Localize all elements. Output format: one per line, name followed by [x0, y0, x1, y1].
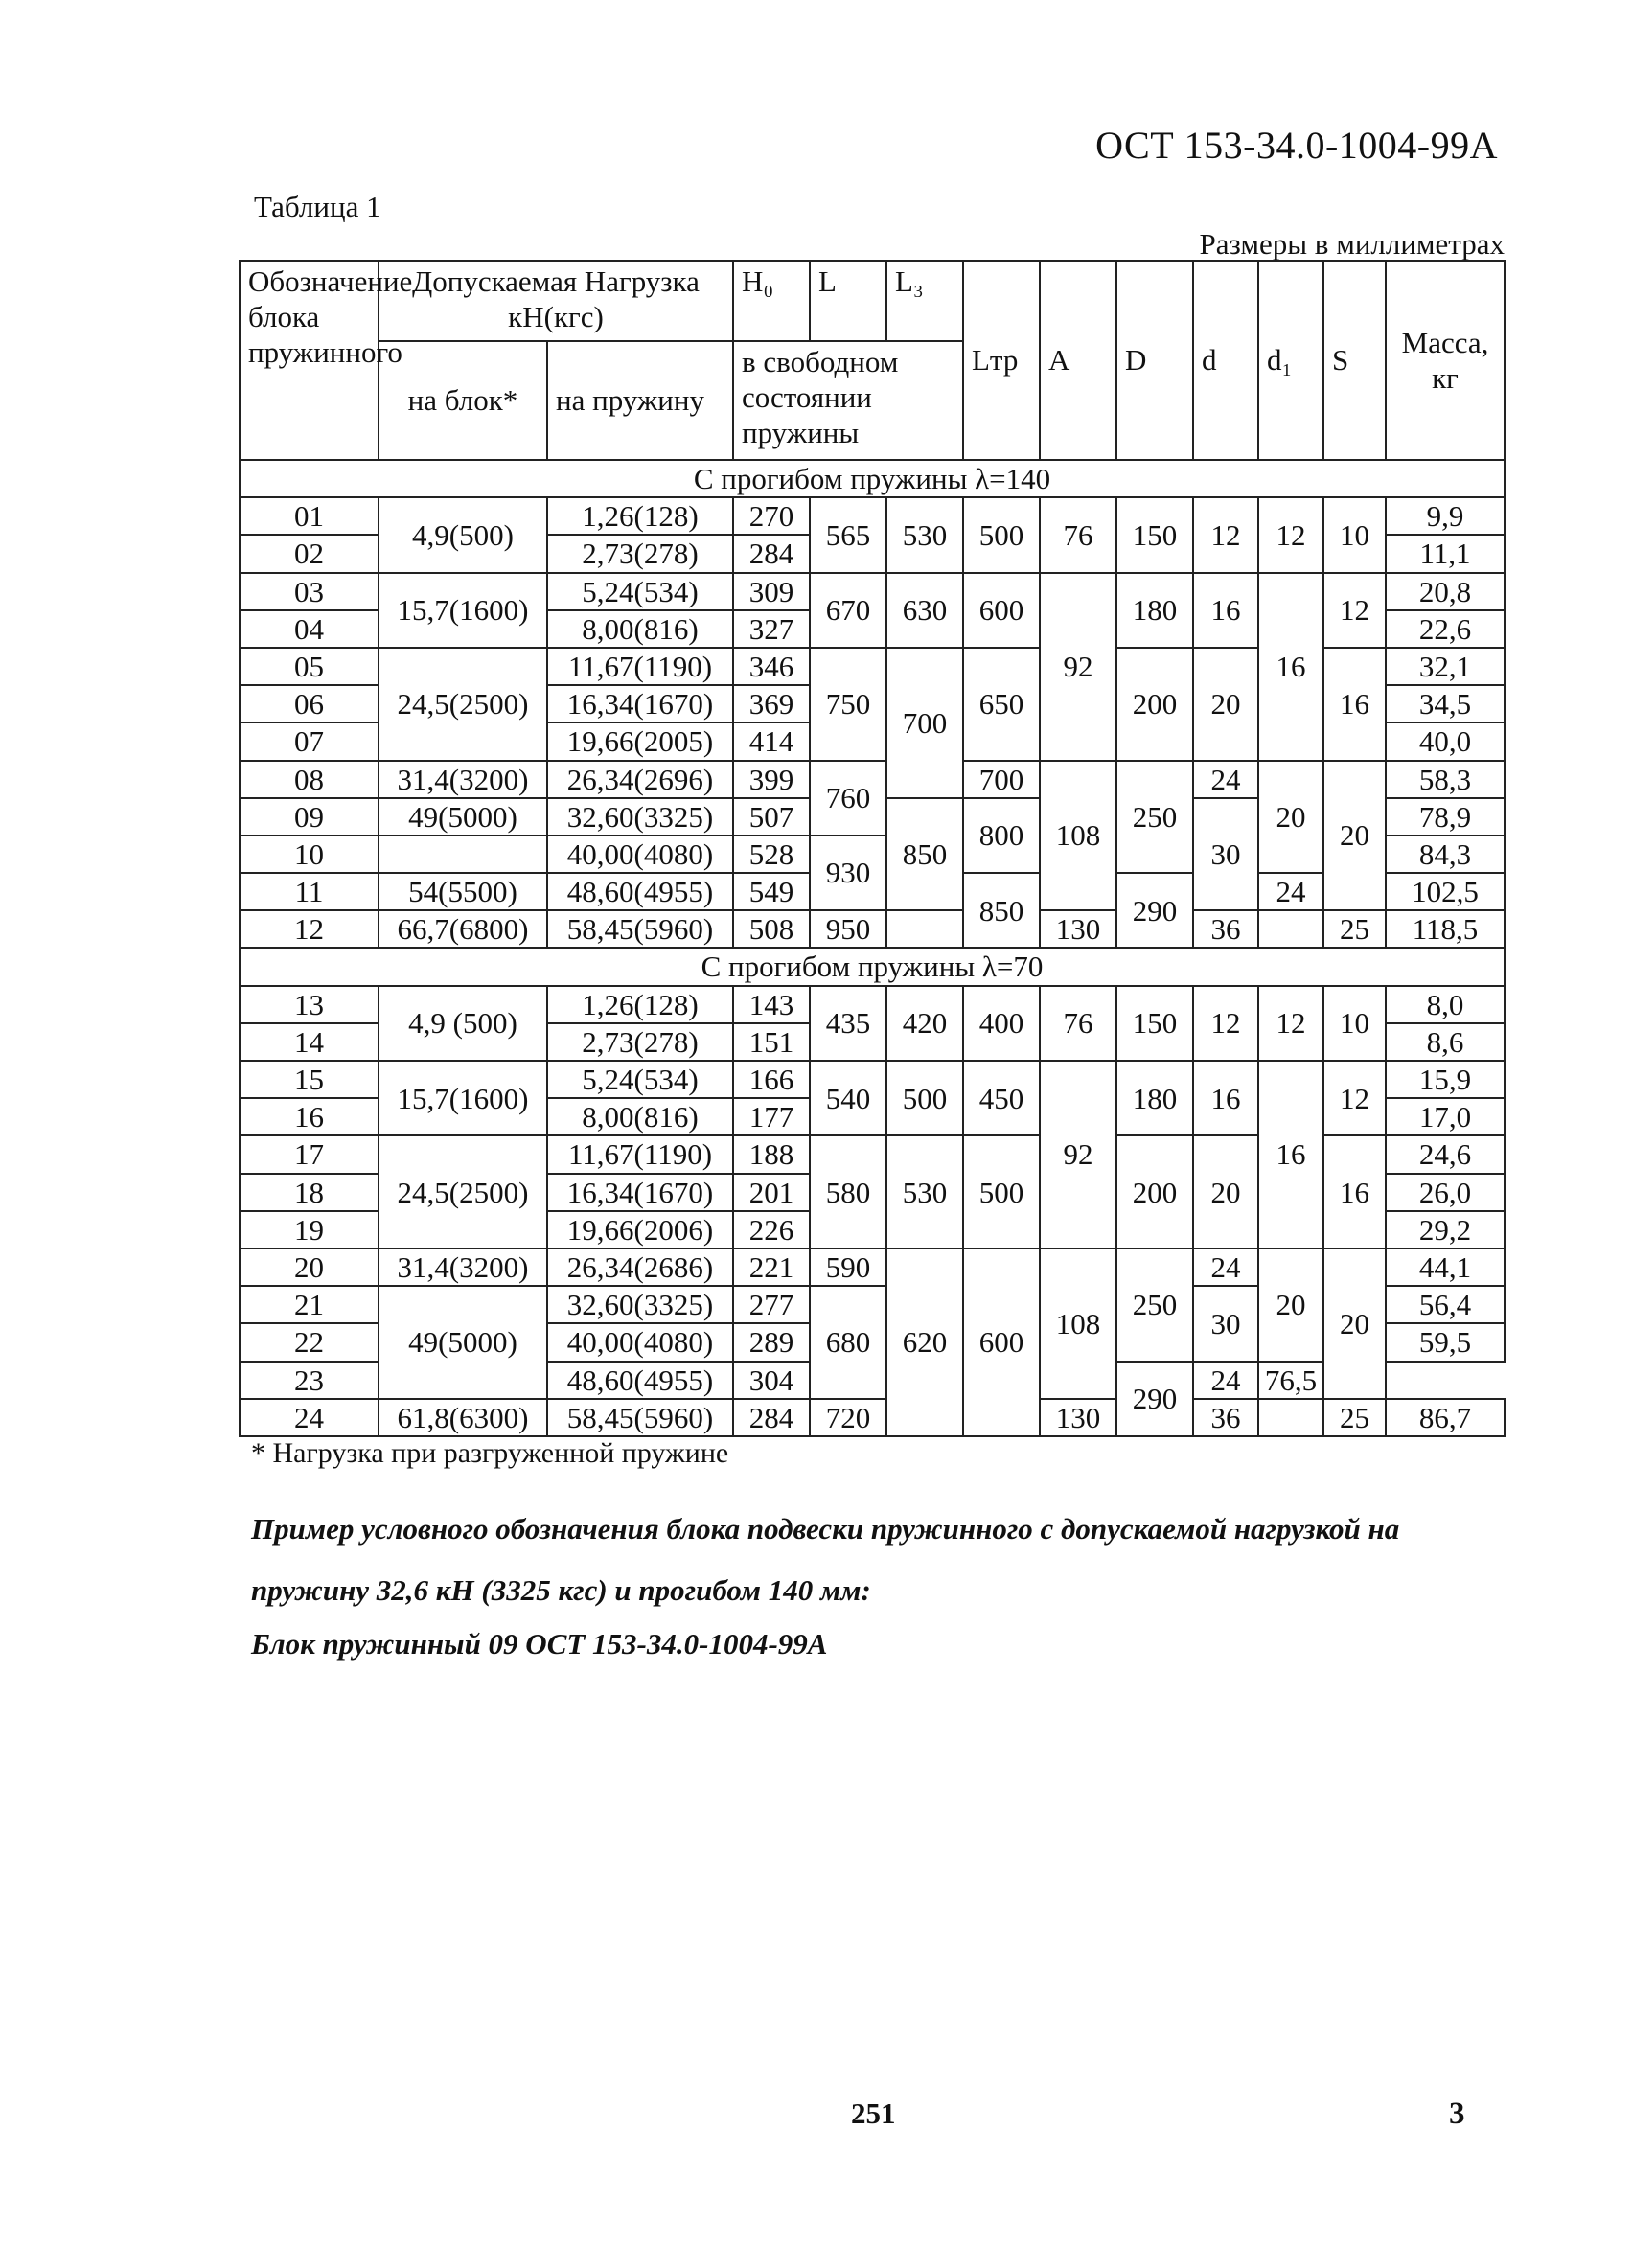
- cell-spring-load: 11,67(1190): [547, 648, 733, 685]
- cell-s: 25: [1323, 1399, 1386, 1436]
- cell-spring-load: 16,34(1670): [547, 1174, 733, 1211]
- header-load-group: Допускаемая Нагрузка кН(кгс): [379, 261, 733, 341]
- cell-h0: 346: [733, 648, 810, 685]
- cell-d-small: 36: [1193, 910, 1258, 948]
- header-a: A: [1040, 261, 1116, 460]
- cell-id: 04: [240, 610, 379, 648]
- cell-h0: 277: [733, 1286, 810, 1323]
- dimensions-table: [239, 260, 1506, 1437]
- cell-id: 03: [240, 573, 379, 610]
- cell-h0: 284: [733, 535, 810, 572]
- cell-s: 20: [1323, 1249, 1386, 1399]
- cell-id: 24: [240, 1399, 379, 1436]
- cell-d-small: 12: [1193, 986, 1258, 1061]
- cell-mass: 17,0: [1386, 1098, 1505, 1135]
- cell-h0: 270: [733, 497, 810, 535]
- cell-id: 19: [240, 1211, 379, 1249]
- cell-spring-load: 32,60(3325): [547, 798, 733, 836]
- cell-ltr: 500: [963, 497, 1040, 572]
- cell-spring-load: 58,45(5960): [547, 1399, 733, 1436]
- cell-l: 435: [810, 986, 886, 1061]
- cell-id: 09: [240, 798, 379, 836]
- cell-h0: 369: [733, 685, 810, 722]
- cell-l3: 530: [886, 497, 963, 572]
- cell-a: 92: [1040, 573, 1116, 761]
- cell-d-big: 150: [1116, 497, 1193, 572]
- cell-block-load: 15,7(1600): [379, 1061, 547, 1135]
- cell-s: 12: [1323, 1061, 1386, 1135]
- cell-d1: 20: [1258, 761, 1323, 874]
- cell-spring-load: 48,60(4955): [547, 1362, 733, 1399]
- example-line-2: пружину 32,6 кН (3325 кгс) и прогибом 140 мм:: [251, 1573, 871, 1607]
- cell-ltr: 600: [963, 573, 1040, 648]
- cell-id: 12: [240, 910, 379, 948]
- cell-ltr: 450: [963, 1061, 1040, 1135]
- header-mass: Масса, кг: [1386, 261, 1505, 460]
- cell-l: 590: [810, 1249, 886, 1286]
- cell-h0: 507: [733, 798, 810, 836]
- cell-spring-load: 8,00(816): [547, 1098, 733, 1135]
- cell-d-big: 200: [1116, 648, 1193, 761]
- header-free-state: в свободном состоянии пружины: [733, 341, 963, 460]
- header-l3: L₃: [886, 261, 963, 341]
- header-d-big: D: [1116, 261, 1193, 460]
- cell-h0: 177: [733, 1098, 810, 1135]
- cell-s: 25: [1323, 910, 1386, 948]
- cell-d-small: 20: [1193, 1135, 1258, 1249]
- cell-spring-load: 26,34(2696): [547, 761, 733, 798]
- cell-s: 20: [1323, 761, 1386, 911]
- cell-l: 720: [810, 1399, 886, 1436]
- cell-spring-load: 1,26(128): [547, 986, 733, 1023]
- cell-spring-load: 58,45(5960): [547, 910, 733, 948]
- table-row: [240, 573, 1505, 610]
- cell-block-load: 31,4(3200): [379, 1249, 547, 1286]
- cell-id: 17: [240, 1135, 379, 1173]
- cell-d-big: 290: [1116, 1362, 1193, 1436]
- cell-mass: 58,3: [1386, 761, 1505, 798]
- header-s: S: [1323, 261, 1386, 460]
- cell-d-small: 30: [1193, 798, 1258, 911]
- cell-d-big: 150: [1116, 986, 1193, 1061]
- cell-mass: 32,1: [1386, 648, 1505, 685]
- header-designation: Обозначение блока пружинного: [240, 261, 379, 460]
- table-row: [240, 1249, 1505, 1286]
- cell-h0: 226: [733, 1211, 810, 1249]
- cell-l: 930: [810, 836, 886, 910]
- sheet-number: 3: [1449, 2096, 1465, 2131]
- cell-mass: 59,5: [1386, 1323, 1505, 1361]
- cell-spring-load: 26,34(2686): [547, 1249, 733, 1286]
- cell-l: 580: [810, 1135, 886, 1249]
- cell-h0: 304: [733, 1362, 810, 1399]
- cell-mass: 11,1: [1386, 535, 1505, 572]
- cell-mass: 26,0: [1386, 1174, 1505, 1211]
- cell-d1: 24: [1258, 873, 1323, 910]
- cell-s: 16: [1323, 1135, 1386, 1249]
- cell-id: 06: [240, 685, 379, 722]
- cell-l: 540: [810, 1061, 886, 1135]
- cell-a: 76: [1040, 986, 1116, 1061]
- cell-spring-load: 48,60(4955): [547, 873, 733, 910]
- cell-block-load: 49(5000): [379, 1286, 547, 1399]
- cell-l3: 420: [886, 986, 963, 1061]
- cell-a: 130: [1040, 910, 1116, 948]
- table-label: Таблица 1: [254, 190, 381, 223]
- cell-d-big: 200: [1116, 1135, 1193, 1249]
- cell-d-small: 16: [1193, 1061, 1258, 1135]
- cell-d-small: 24: [1193, 1249, 1258, 1286]
- cell-h0: 549: [733, 873, 810, 910]
- cell-h0: 188: [733, 1135, 810, 1173]
- cell-l: 750: [810, 648, 886, 761]
- cell-spring-load: 11,67(1190): [547, 1135, 733, 1173]
- cell-block-load: 4,9 (500): [379, 986, 547, 1061]
- cell-spring-load: 32,60(3325): [547, 1286, 733, 1323]
- footnote: * Нагрузка при разгруженной пружине: [251, 1437, 729, 1469]
- cell-d1: 16: [1258, 1061, 1323, 1249]
- cell-ltr: 650: [963, 648, 1040, 761]
- cell-spring-load: 19,66(2006): [547, 1211, 733, 1249]
- cell-d-small: 36: [1193, 1399, 1258, 1436]
- cell-ltr: 400: [963, 986, 1040, 1061]
- cell-s: 16: [1323, 648, 1386, 761]
- cell-spring-load: 5,24(534): [547, 573, 733, 610]
- cell-mass: 84,3: [1386, 836, 1505, 873]
- cell-l: 760: [810, 761, 886, 836]
- cell-block-load: 66,7(6800): [379, 910, 547, 948]
- cell-a: 130: [1040, 1399, 1116, 1436]
- cell-l3: 620: [886, 1249, 963, 1436]
- cell-ltr: 700: [963, 761, 1040, 798]
- cell-h0: 284: [733, 1399, 810, 1436]
- header-d-small: d: [1193, 261, 1258, 460]
- cell-d-small: 12: [1193, 497, 1258, 572]
- cell-l: 565: [810, 497, 886, 572]
- cell-h0: 508: [733, 910, 810, 948]
- table-row: [240, 497, 1505, 535]
- cell-block-load: 24,5(2500): [379, 1135, 547, 1249]
- cell-ltr: 800: [963, 798, 1040, 873]
- cell-id: 05: [240, 648, 379, 685]
- cell-l3: 500: [886, 1061, 963, 1135]
- cell-l3: 530: [886, 1135, 963, 1249]
- cell-spring-load: 19,66(2005): [547, 722, 733, 760]
- cell-mass: 118,5: [1386, 910, 1505, 948]
- cell-id: 08: [240, 761, 379, 798]
- cell-h0: 151: [733, 1023, 810, 1061]
- table-row: [240, 986, 1505, 1023]
- cell-h0: 143: [733, 986, 810, 1023]
- cell-l: 670: [810, 573, 886, 648]
- cell-id: 23: [240, 1362, 379, 1399]
- cell-id: 20: [240, 1249, 379, 1286]
- cell-id: 14: [240, 1023, 379, 1061]
- cell-h0: 528: [733, 836, 810, 873]
- cell-block-load: 61,8(6300): [379, 1399, 547, 1436]
- cell-mass: 44,1: [1386, 1249, 1505, 1286]
- cell-l: 680: [810, 1286, 886, 1399]
- cell-id: 11: [240, 873, 379, 910]
- cell-block-load: 54(5500): [379, 873, 547, 910]
- cell-block-load: 24,5(2500): [379, 648, 547, 761]
- cell-d-small: 24: [1193, 761, 1258, 798]
- table-row: [240, 1061, 1505, 1098]
- cell-h0: 201: [733, 1174, 810, 1211]
- cell-d-big: 180: [1116, 1061, 1193, 1135]
- cell-mass: 78,9: [1386, 798, 1505, 836]
- cell-mass: 40,0: [1386, 722, 1505, 760]
- header-load-spring: на пружину: [547, 341, 733, 460]
- cell-id: 13: [240, 986, 379, 1023]
- cell-l3-empty: [886, 910, 963, 948]
- cell-mass: 15,9: [1386, 1061, 1505, 1098]
- cell-mass: 29,2: [1386, 1211, 1505, 1249]
- cell-spring-load: 2,73(278): [547, 535, 733, 572]
- cell-spring-load: 5,24(534): [547, 1061, 733, 1098]
- cell-a: 108: [1040, 1249, 1116, 1399]
- cell-spring-load: 16,34(1670): [547, 685, 733, 722]
- cell-d1-empty: [1258, 910, 1323, 948]
- example-line-1: Пример условного обозначения блока подвески пружинного с допускаемой нагрузкой на: [251, 1512, 1400, 1546]
- cell-d-big: 250: [1116, 1249, 1193, 1362]
- cell-spring-load: 40,00(4080): [547, 1323, 733, 1361]
- cell-d-small: 20: [1193, 648, 1258, 761]
- section-deflection-70: С прогибом пружины λ=70: [240, 948, 1505, 985]
- cell-spring-load: 1,26(128): [547, 497, 733, 535]
- cell-h0: 289: [733, 1323, 810, 1361]
- cell-id: 01: [240, 497, 379, 535]
- cell-block-load: 4,9(500): [379, 497, 547, 572]
- cell-d1-empty: [1258, 1399, 1323, 1436]
- cell-id: 15: [240, 1061, 379, 1098]
- cell-mass: 8,0: [1386, 986, 1505, 1023]
- cell-block-load: 31,4(3200): [379, 761, 547, 798]
- cell-spring-load: 2,73(278): [547, 1023, 733, 1061]
- example-line-3: Блок пружинный 09 ОСТ 153-34.0-1004-99А: [251, 1627, 828, 1661]
- cell-id: 22: [240, 1323, 379, 1361]
- cell-a: 108: [1040, 761, 1116, 911]
- cell-s: 10: [1323, 986, 1386, 1061]
- cell-mass: 8,6: [1386, 1023, 1505, 1061]
- document-code: ОСТ 153-34.0-1004-99А: [1095, 124, 1498, 167]
- cell-ltr: 500: [963, 1135, 1040, 1249]
- header-l: L: [810, 261, 886, 341]
- cell-mass: 22,6: [1386, 610, 1505, 648]
- cell-d-big: 290: [1116, 873, 1193, 948]
- header-ltr: Lтр: [963, 261, 1040, 460]
- cell-block-load: 49(5000): [379, 798, 547, 836]
- cell-block-load: [379, 836, 547, 873]
- table-row: [240, 761, 1505, 798]
- cell-mass: 34,5: [1386, 685, 1505, 722]
- cell-id: 07: [240, 722, 379, 760]
- cell-h0: 166: [733, 1061, 810, 1098]
- cell-d1: 24: [1193, 1362, 1258, 1399]
- header-d1: d₁: [1258, 261, 1323, 460]
- cell-id: 21: [240, 1286, 379, 1323]
- page-number: 251: [851, 2096, 896, 2130]
- section-deflection-140: С прогибом пружины λ=140: [240, 460, 1505, 497]
- cell-h0: 221: [733, 1249, 810, 1286]
- cell-h0: 399: [733, 761, 810, 798]
- cell-d-big: 250: [1116, 761, 1193, 874]
- cell-mass: 24,6: [1386, 1135, 1505, 1173]
- cell-d1: 16: [1258, 573, 1323, 761]
- cell-h0: 309: [733, 573, 810, 610]
- cell-ltr: 850: [963, 873, 1040, 948]
- cell-id: 18: [240, 1174, 379, 1211]
- cell-d1: 12: [1258, 986, 1323, 1061]
- cell-a: 76: [1040, 497, 1116, 572]
- cell-mass: 56,4: [1386, 1286, 1505, 1323]
- cell-mass: 86,7: [1386, 1399, 1505, 1436]
- cell-d-small: 16: [1193, 573, 1258, 648]
- header-h0: H₀: [733, 261, 810, 341]
- cell-id: 16: [240, 1098, 379, 1135]
- cell-l3: 700: [886, 648, 963, 798]
- cell-ltr: 600: [963, 1249, 1040, 1436]
- cell-id: 10: [240, 836, 379, 873]
- cell-h0: 414: [733, 722, 810, 760]
- cell-l3: 850: [886, 798, 963, 911]
- cell-spring-load: 40,00(4080): [547, 836, 733, 873]
- table-row: [240, 1399, 1505, 1436]
- cell-l3: 630: [886, 573, 963, 648]
- cell-mass: 76,5: [1258, 1362, 1323, 1399]
- cell-mass: 102,5: [1386, 873, 1505, 910]
- cell-s: 12: [1323, 573, 1386, 648]
- table-row: [240, 910, 1505, 948]
- cell-spring-load: 8,00(816): [547, 610, 733, 648]
- cell-mass: 20,8: [1386, 573, 1505, 610]
- cell-a: 92: [1040, 1061, 1116, 1249]
- cell-block-load: 15,7(1600): [379, 573, 547, 648]
- cell-d1: 12: [1258, 497, 1323, 572]
- units-note: Размеры в миллиметрах: [1199, 227, 1505, 261]
- cell-mass: 9,9: [1386, 497, 1505, 535]
- cell-d-small: 30: [1193, 1286, 1258, 1361]
- cell-id: 02: [240, 535, 379, 572]
- header-load-block: на блок*: [379, 341, 547, 460]
- cell-d1: 20: [1258, 1249, 1323, 1362]
- cell-d-big: 180: [1116, 573, 1193, 648]
- cell-l: 950: [810, 910, 886, 948]
- cell-s: 10: [1323, 497, 1386, 572]
- cell-h0: 327: [733, 610, 810, 648]
